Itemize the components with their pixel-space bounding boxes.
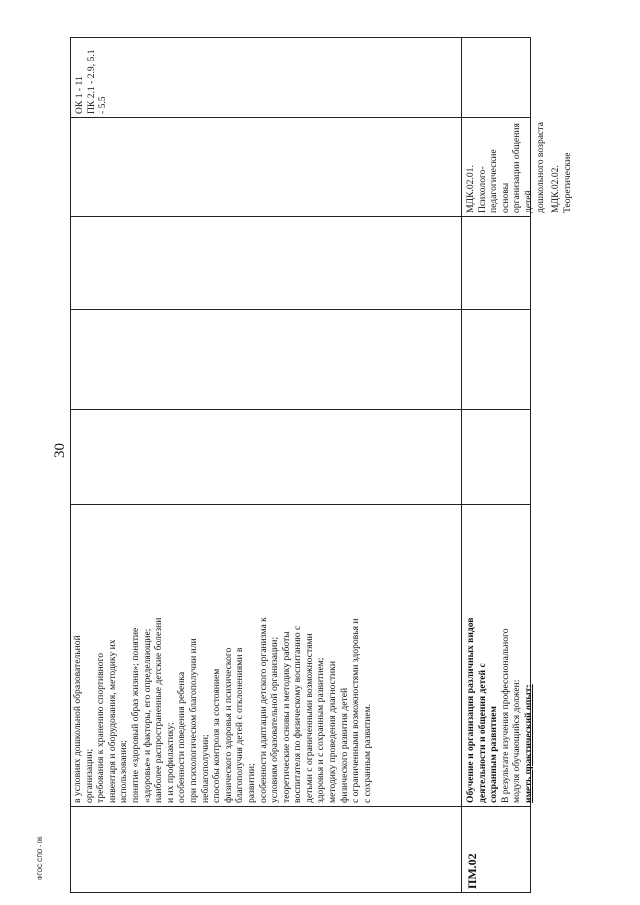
footer-code: ФГОС СПО - 06 — [38, 836, 44, 880]
knowledge-list: в условиях дошкольной образовательной организации; требования к хранению спортивного инвентаря и оборудования, методику их использования; понятие «здоровый образ жизни»; понятие «здоровье» и факторы, его определяющие; наиболее распространенные детские болезни и их профилактику; особенности поведения ребенка при психологическом благополучии или неблагополучии; способы контроля за состоянием физического здоровья и психического благополучия детей с отклонениями в развитии; особенности адаптации детского организма к условиям образовательной организации; теоретические основы и методику работы воспитателя по физическому воспитанию с детьми с ограниченными возможностями здоровья и с сохранным развитием; методику проведения диагностики физического развития детей с ограниченными возможностями здоровья и с сохранным развитием. — [72, 617, 373, 803]
module-description: Обучение и организация различных видов деятельности и общения детей с сохранным развитием В результате изучения профессионального модуля обучающийся должен: иметь практический опыт: — [465, 617, 534, 803]
page-number: 30 — [52, 443, 68, 458]
courses-cell: МДК.02.01. Психолого- педагогические основы организации общения детей дошкольного возраста МДК.02.02. Теоретические — [465, 122, 573, 213]
curriculum-table — [70, 37, 573, 893]
table-row-border — [461, 37, 462, 893]
table-row-border — [70, 37, 71, 893]
module-code: ПМ.02 — [465, 853, 479, 889]
competencies-cell: ОК 1 - 11 ПК 2.1 - 2.9, 5.1 - 5.5 — [74, 49, 109, 114]
